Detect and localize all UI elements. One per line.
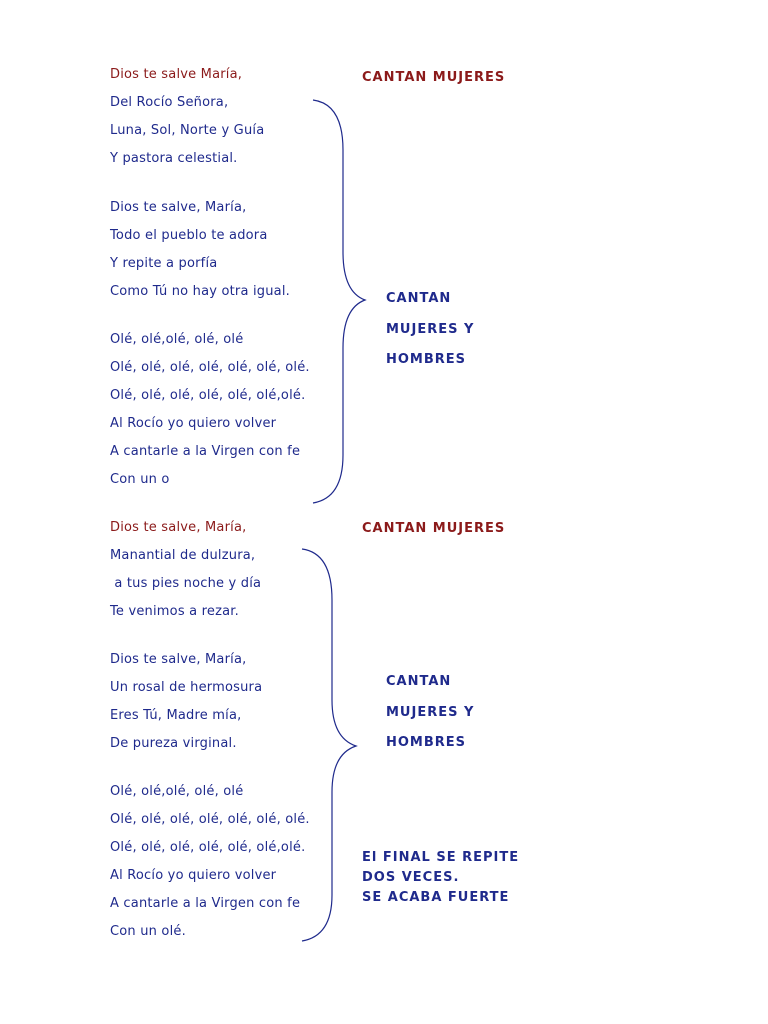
lyric-line: Olé, olé, olé, olé, olé, olé,olé. (110, 840, 306, 855)
note-final-line: DOS VECES. (362, 870, 460, 885)
lyric-line: A cantarle a la Virgen con fe (110, 444, 301, 459)
lyric-line: Te venimos a rezar. (110, 604, 239, 619)
lyric-line: Dios te salve, María, (110, 200, 247, 215)
lyric-line: Olé, olé, olé, olé, olé, olé,olé. (110, 388, 306, 403)
lyric-line: Olé, olé, olé, olé, olé, olé, olé. (110, 360, 310, 375)
brace-section2 (302, 549, 356, 941)
lyric-line: Dios te salve María, (110, 67, 243, 82)
lyric-line: Dios te salve, María, (110, 520, 247, 535)
note-both-line: CANTAN (386, 674, 452, 689)
lyric-line: De pureza virginal. (110, 736, 237, 751)
lyric-line: Con un o (110, 472, 170, 487)
lyric-line: Al Rocío yo quiero volver (110, 868, 277, 883)
lyric-line: Y repite a porfía (110, 256, 218, 271)
lyric-line: Eres Tú, Madre mía, (110, 708, 242, 723)
note-women-section2: CANTAN MUJERES (362, 521, 506, 536)
lyric-line: Al Rocío yo quiero volver (110, 416, 277, 431)
lyric-line: Olé, olé,olé, olé, olé (110, 784, 244, 799)
lyric-line: Dios te salve, María, (110, 652, 247, 667)
lyric-line: a tus pies noche y día (110, 576, 262, 591)
lyric-line: Un rosal de hermosura (110, 680, 263, 695)
lyric-line: Y pastora celestial. (110, 151, 238, 166)
lyric-line: Del Rocío Señora, (110, 95, 229, 110)
note-both-line: CANTAN (386, 291, 452, 306)
lyric-line: Como Tú no hay otra igual. (110, 284, 290, 299)
note-final-line: El FINAL SE REPITE (362, 850, 520, 865)
note-both-line: MUJERES Y (386, 705, 475, 720)
note-final-line: SE ACABA FUERTE (362, 890, 510, 905)
lyric-line: Con un olé. (110, 924, 186, 939)
lyric-line: Luna, Sol, Norte y Guía (110, 123, 265, 138)
note-women-section1: CANTAN MUJERES (362, 70, 506, 85)
note-both-line: HOMBRES (386, 352, 467, 367)
lyric-line: A cantarle a la Virgen con fe (110, 896, 301, 911)
brace-section1 (313, 100, 365, 503)
lyric-line: Olé, olé,olé, olé, olé (110, 332, 244, 347)
lyric-line: Manantial de dulzura, (110, 548, 256, 563)
lyric-line: Olé, olé, olé, olé, olé, olé, olé. (110, 812, 310, 827)
note-both-line: HOMBRES (386, 735, 467, 750)
note-both-line: MUJERES Y (386, 322, 475, 337)
lyric-line: Todo el pueblo te adora (110, 228, 268, 243)
